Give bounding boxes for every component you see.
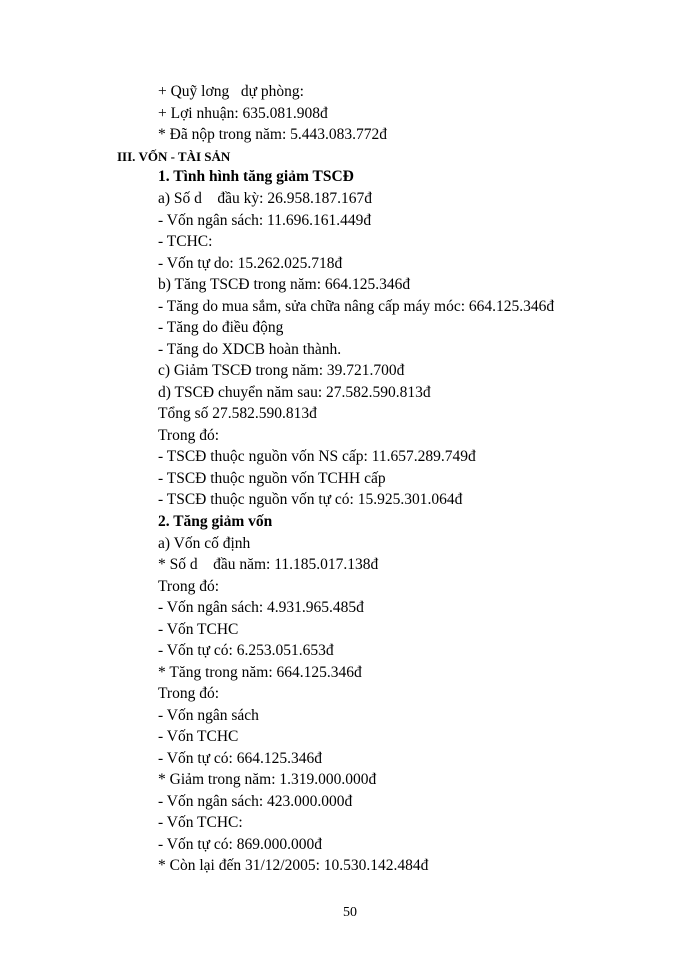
text-line: - Vốn ngân sách: 423.000.000đ bbox=[158, 793, 353, 810]
text-line: - Vốn tự có: 664.125.346đ bbox=[158, 750, 322, 767]
text-line: a) Số d đầu kỳ: 26.958.187.167đ bbox=[158, 190, 372, 207]
text-line: Tổng số 27.582.590.813đ bbox=[158, 405, 317, 422]
text-line: b) Tăng TSCĐ trong năm: 664.125.346đ bbox=[158, 276, 411, 293]
text-line: - Vốn tự có: 869.000.000đ bbox=[158, 836, 322, 853]
text-line: - Vốn ngân sách: 4.931.965.485đ bbox=[158, 599, 364, 616]
text-line: - TSCĐ thuộc nguồn vốn TCHH cấp bbox=[158, 470, 386, 487]
text-line: - TSCĐ thuộc nguồn vốn tự có: 15.925.301.064đ bbox=[158, 491, 463, 508]
text-line: - Vốn ngân sách bbox=[158, 707, 259, 724]
page-number: 50 bbox=[343, 905, 357, 920]
text-line: c) Giảm TSCĐ trong năm: 39.721.700đ bbox=[158, 362, 405, 379]
text-line: - Tăng do điều động bbox=[158, 319, 284, 336]
text-line: + Lợi nhuận: 635.081.908đ bbox=[158, 105, 328, 122]
text-line: - Tăng do mua sắm, sửa chữa nâng cấp máy móc: 664.125.346đ bbox=[158, 298, 555, 315]
text-line: * Còn lại đến 31/12/2005: 10.530.142.484đ bbox=[158, 857, 429, 874]
text-line: - Vốn tự có: 6.253.051.653đ bbox=[158, 642, 334, 659]
subsection-heading: 1. Tình hình tăng giảm TSCĐ bbox=[158, 168, 354, 185]
text-line: - Tăng do XDCB hoàn thành. bbox=[158, 341, 342, 358]
text-line: Trong đó: bbox=[158, 685, 220, 702]
text-line: - Vốn TCHC bbox=[158, 621, 239, 638]
text-line: * Giảm trong năm: 1.319.000.000đ bbox=[158, 771, 377, 788]
text-line: * Đã nộp trong năm: 5.443.083.772đ bbox=[158, 126, 388, 143]
text-line: - Vốn TCHC bbox=[158, 728, 239, 745]
text-line: + Quỹ lơng dự phòng: bbox=[158, 83, 304, 100]
text-line: Trong đó: bbox=[158, 578, 220, 595]
subsection-heading: 2. Tăng giảm vốn bbox=[158, 513, 273, 530]
text-line: * Tăng trong năm: 664.125.346đ bbox=[158, 664, 362, 681]
text-line: - Vốn tự do: 15.262.025.718đ bbox=[158, 255, 343, 272]
text-line: Trong đó: bbox=[158, 427, 220, 444]
section-heading: III. VỐN - TÀI SẢN bbox=[117, 149, 231, 164]
text-line: - Vốn TCHC: bbox=[158, 814, 243, 831]
text-line: - Vốn ngân sách: 11.696.161.449đ bbox=[158, 212, 372, 229]
text-line: - TSCĐ thuộc nguồn vốn NS cấp: 11.657.289.749đ bbox=[158, 448, 476, 465]
text-line: d) TSCĐ chuyển năm sau: 27.582.590.813đ bbox=[158, 384, 431, 401]
text-line: a) Vốn cố định bbox=[158, 535, 251, 552]
text-line: * Số d đầu năm: 11.185.017.138đ bbox=[158, 556, 379, 573]
text-line: - TCHC: bbox=[158, 233, 213, 250]
